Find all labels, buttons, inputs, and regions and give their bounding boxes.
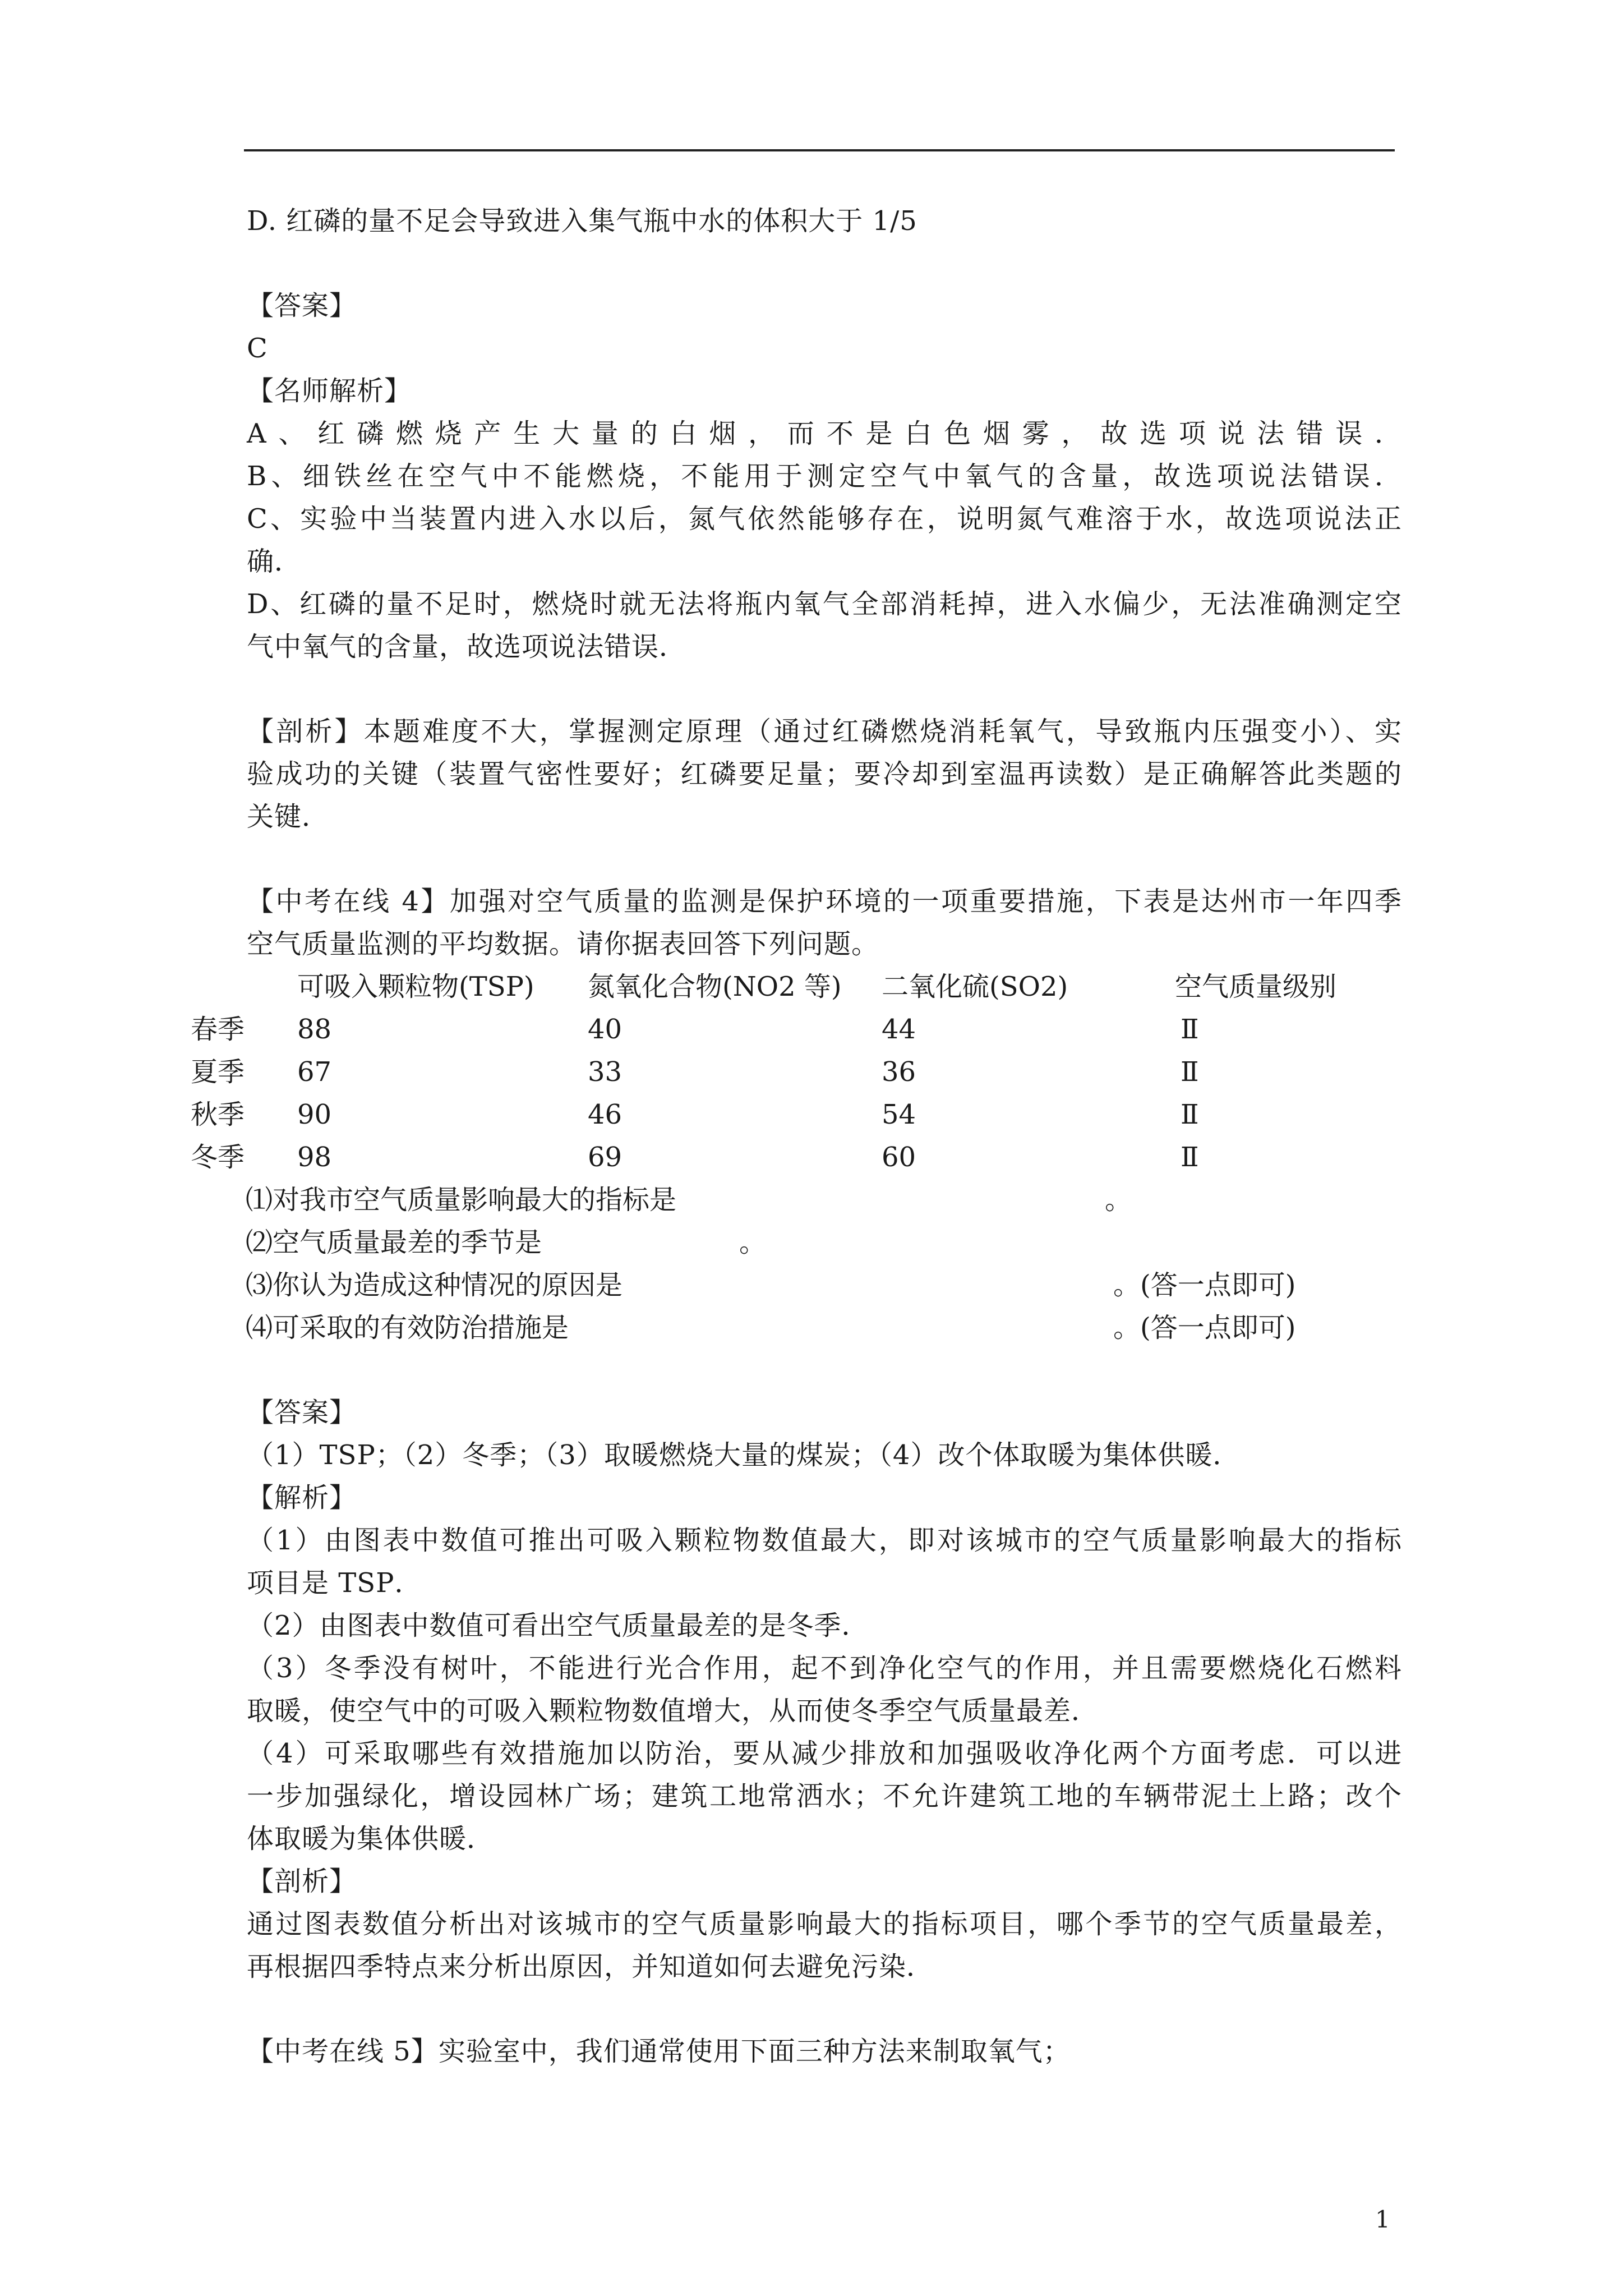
table-row-label: 春季 [191, 1014, 245, 1045]
q4-answer-heading: 【答案】 [247, 1397, 357, 1428]
q5-intro: 【中考在线 5】实验室中，我们通常使用下面三种方法来制取氧气； [247, 2036, 1071, 2067]
table-cell: 54 [882, 1099, 916, 1130]
q4-question-4-end: 。(答一点即可) [1113, 1312, 1296, 1343]
q3-analysis-line: B、细铁丝在空气中不能燃烧，不能用于测定空气中氧气的含量，故选项说法错误． [247, 461, 1402, 492]
q4-analysis-line: 取暖，使空气中的可吸入颗粒物数值增大，从而使冬季空气质量最差． [247, 1695, 1099, 1727]
table-cell: 90 [297, 1099, 332, 1130]
q3-comment-line: 【剖析】本题难度不大，掌握测定原理（通过红磷燃烧消耗氧气，导致瓶内压强变小）、实 [247, 716, 1402, 747]
table-header-cell: 二氧化硫(SO2) [882, 971, 1068, 1002]
q3-analysis-line: D、红磷的量不足时，燃烧时就无法将瓶内氧气全部消耗掉，进入水偏少，无法准确测定空 [247, 588, 1402, 620]
q4-question-2: ⑵空气质量最差的季节是 [246, 1227, 542, 1258]
q4-question-1-end: 。 [1105, 1184, 1132, 1216]
table-row-label: 夏季 [191, 1056, 245, 1088]
q4-answer: （1）TSP；（2）冬季；（3）取暖燃烧大量的煤炭；（4）改个体取暖为集体供暖． [247, 1439, 1241, 1471]
q4-analysis-line: （4）可采取哪些有效措施加以防治，要从减少排放和加强吸收净化两个方面考虑．可以进 [247, 1738, 1402, 1769]
q4-question-3: ⑶你认为造成这种情况的原因是 [246, 1269, 623, 1301]
table-cell: 67 [297, 1056, 332, 1088]
q3-analysis-line: A、红磷燃烧产生大量的白烟，而不是白色烟雾，故选项说法错误． [247, 418, 1402, 449]
table-cell: 36 [882, 1056, 916, 1088]
table-cell: 69 [588, 1142, 623, 1173]
table-cell: Ⅱ [1181, 1142, 1199, 1173]
q4-question-4: ⑷可采取的有效防治措施是 [246, 1312, 569, 1343]
q4-intro-line: 【中考在线 4】加强对空气质量的监测是保护环境的一项重要措施，下表是达州市一年四季 [247, 886, 1402, 917]
q4-analysis-line: （3）冬季没有树叶，不能进行光合作用，起不到净化空气的作用，并且需要燃烧化石燃料 [247, 1653, 1402, 1684]
table-cell: Ⅱ [1181, 1014, 1199, 1045]
table-cell: Ⅱ [1181, 1099, 1199, 1130]
table-header-cell: 氮氧化合物(NO2 等) [588, 971, 842, 1002]
q4-analysis-line: （2）由图表中数值可看出空气质量最差的是冬季． [247, 1610, 869, 1641]
table-cell: 88 [297, 1014, 332, 1045]
q4-question-1: ⑴对我市空气质量影响最大的指标是 [246, 1184, 677, 1216]
table-cell: 44 [882, 1014, 916, 1045]
q4-comment-line: 通过图表数值分析出对该城市的空气质量影响最大的指标项目，哪个季节的空气质量最差， [247, 1908, 1402, 1940]
table-row-label: 冬季 [191, 1142, 245, 1173]
q3-analysis-line: 气中氧气的含量，故选项说法错误． [247, 631, 687, 662]
q3-comment-line: 验成功的关键（装置气密性要好；红磷要足量；要冷却到室温再读数）是正确解答此类题的 [247, 758, 1402, 790]
table-cell: 40 [588, 1014, 623, 1045]
page-number: 1 [1375, 2206, 1390, 2233]
option-d: D. 红磷的量不足会导致进入集气瓶中水的体积大于 1/5 [247, 205, 917, 237]
q4-comment-heading: 【剖析】 [247, 1866, 357, 1897]
header-rule [244, 149, 1395, 151]
q4-question-3-end: 。(答一点即可) [1113, 1269, 1296, 1301]
table-header-cell: 可吸入颗粒物(TSP) [297, 971, 534, 1002]
table-cell: 98 [297, 1142, 332, 1173]
q4-analysis-line: 体取暖为集体供暖． [247, 1823, 495, 1855]
q3-comment-line: 关键． [247, 801, 330, 832]
table-row-label: 秋季 [191, 1099, 245, 1130]
q4-analysis-line: 项目是 TSP． [247, 1567, 422, 1599]
q3-answer-heading: 【答案】 [247, 290, 357, 321]
q3-answer: C [247, 333, 268, 364]
q3-analysis-line: C、实验中当装置内进入水以后，氮气依然能够存在，说明氮气难溶于水，故选项说法正 [247, 503, 1402, 535]
q4-analysis-line: （1）由图表中数值可推出可吸入颗粒物数值最大，即对该城市的空气质量影响最大的指标 [247, 1525, 1402, 1556]
q4-analysis-heading: 【解析】 [247, 1482, 357, 1513]
q4-intro-line: 空气质量监测的平均数据。请你据表回答下列问题。 [247, 928, 879, 960]
q4-analysis-line: 一步加强绿化，增设园林广场；建筑工地常洒水；不允许建筑工地的车辆带泥土上路；改个 [247, 1780, 1402, 1812]
q4-question-2-end: 。 [739, 1227, 767, 1258]
table-cell: 60 [882, 1142, 916, 1173]
table-header-cell: 空气质量级别 [1175, 971, 1337, 1002]
table-cell: Ⅱ [1181, 1056, 1199, 1088]
q4-comment-line: 再根据四季特点来分析出原因，并知道如何去避免污染． [247, 1951, 934, 1982]
q3-analysis-line: 确． [247, 546, 302, 577]
table-cell: 33 [588, 1056, 623, 1088]
q3-analysis-heading: 【名师解析】 [247, 375, 412, 407]
table-cell: 46 [588, 1099, 623, 1130]
